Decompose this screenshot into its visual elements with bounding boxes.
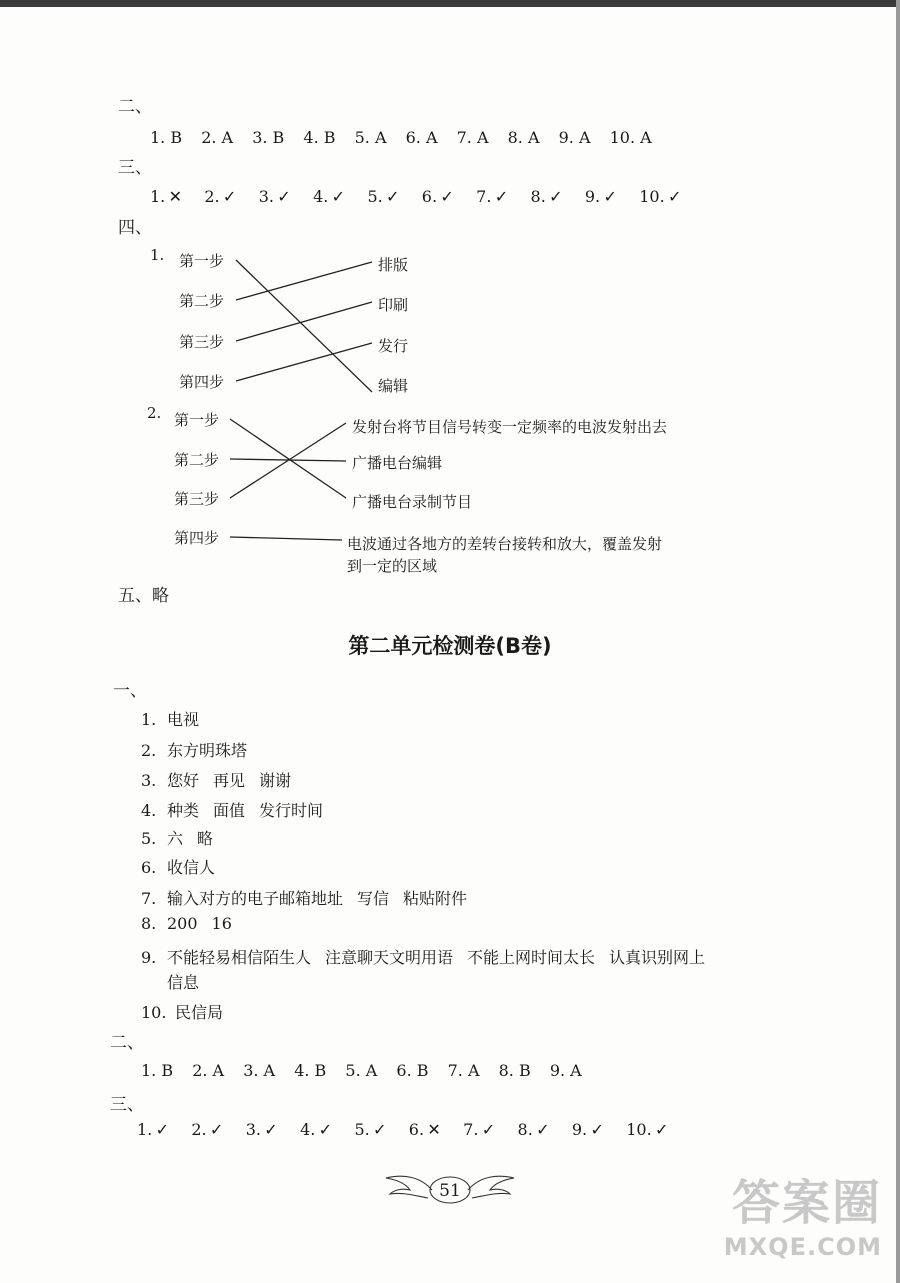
q1-connector-4 [236, 343, 372, 381]
item-number: 10. [639, 187, 665, 206]
answer: 9. A [549, 1061, 582, 1080]
cross-mark-icon: ✕ [427, 1120, 441, 1139]
watermark-logo [724, 1164, 882, 1261]
unit-test-title: 第二单元检测卷(B卷) [348, 634, 552, 658]
list-item-continuation: 信息 [167, 973, 200, 992]
list-item: 6. 收信人 [141, 858, 216, 877]
q2-left-step-3: 第三步 [174, 490, 220, 508]
q1-right-item-2: 印刷 [378, 296, 409, 314]
section-2-heading: 二、 [118, 97, 152, 117]
item-number: 10. [626, 1120, 652, 1139]
q2-right-item-4: 电波通过各地方的差转台接转和放大，覆盖发射 [347, 535, 663, 553]
q1-right-item-3: 发行 [378, 337, 409, 355]
q1-left-step-4: 第四步 [179, 373, 225, 391]
check-mark-icon: ✓ [481, 1120, 496, 1139]
check-mark-icon: ✓ [667, 187, 682, 206]
list-item: 8. 200 16 [141, 914, 232, 933]
list-item: 10. 民信局 [141, 1003, 224, 1022]
b-section-1-heading: 一、 [113, 681, 147, 701]
item-number: 5. [354, 1120, 370, 1139]
check-mark-icon: ✓ [277, 187, 291, 206]
item-number: 2. [204, 187, 220, 206]
q1-connector-3 [236, 302, 372, 341]
item-number: 9. [584, 187, 601, 206]
check-mark-icon: ✓ [222, 187, 237, 206]
q1-left-step-1: 第一步 [179, 252, 225, 270]
list-item: 7. 输入对方的电子邮箱地址 写信 粘贴附件 [141, 889, 468, 908]
watermark-domain: MXQE.COM [723, 1233, 882, 1261]
list-item: 9. 不能轻易相信陌生人 注意聊天文明用语 不能上网时间太长 认真识别网上 [141, 948, 706, 967]
list-item: 5. 六 略 [141, 829, 214, 848]
check-mark-icon: ✓ [549, 187, 563, 206]
b-section-3-heading: 三、 [110, 1095, 144, 1115]
item-number: 2. [191, 1120, 207, 1139]
check-mark-icon: ✓ [440, 187, 454, 206]
check-mark-icon: ✓ [654, 1120, 669, 1139]
b-section-2-heading: 二、 [110, 1033, 144, 1053]
section-4-heading: 四、 [118, 218, 152, 238]
list-item: 3. 您好 再见 谢谢 [141, 771, 292, 790]
q1-number: 1. [150, 246, 165, 264]
list-item: 2. 东方明珠塔 [141, 741, 248, 760]
q2-right-item-4-cont: 到一定的区域 [347, 557, 438, 575]
cross-mark-icon: ✕ [168, 187, 182, 206]
q2-left-step-1: 第一步 [174, 411, 220, 429]
check-mark-icon: ✓ [264, 1120, 278, 1139]
check-mark-icon: ✓ [494, 187, 509, 206]
b-section-3-answers [137, 1120, 686, 1139]
q1-left-step-3: 第三步 [179, 333, 225, 351]
check-mark-icon: ✓ [373, 1120, 387, 1139]
q2-left-step-2: 第二步 [174, 451, 220, 469]
answer: 6. A [405, 128, 438, 147]
item-number: 9. [571, 1120, 588, 1139]
answer: 8. A [507, 128, 540, 147]
answer: 1. B [150, 128, 183, 147]
wings-icon [380, 1168, 520, 1208]
check-mark-icon: ✓ [331, 187, 346, 206]
q2-right-item-2: 广播电台编辑 [352, 454, 443, 472]
item-number: 3. [258, 187, 274, 206]
answer: 4. B [294, 1061, 327, 1080]
answer: 4. B [303, 128, 336, 147]
q2-number: 2. [147, 404, 162, 422]
q2-right-item-1: 发射台将节目信号转变一定频率的电波发射出去 [352, 418, 668, 436]
list-item: 1. 电视 [141, 710, 200, 729]
check-mark-icon: ✓ [603, 187, 617, 206]
answer: 10. A [609, 128, 652, 147]
check-mark-icon: ✓ [536, 1120, 550, 1139]
answer: 7. A [456, 128, 489, 147]
answer: 3. A [243, 1061, 276, 1080]
watermark-title: 答案圈 [731, 1175, 882, 1231]
q1-connector-1 [236, 260, 372, 392]
answer: 5. A [345, 1061, 378, 1080]
answer: 2. A [201, 128, 234, 147]
section-5-heading: 五、略 [118, 586, 169, 606]
answer: 1. B [141, 1061, 174, 1080]
b-section-2-answers [141, 1061, 596, 1080]
item-number: 6. [421, 187, 438, 206]
list-item: 4. 种类 面值 发行时间 [141, 801, 324, 820]
item-number: 4. [313, 187, 329, 206]
q2-connector-4 [230, 537, 342, 540]
item-number: 7. [476, 187, 492, 206]
item-number: 1. [137, 1120, 153, 1139]
item-number: 4. [300, 1120, 316, 1139]
answer: 7. A [447, 1061, 480, 1080]
answer: 2. A [192, 1061, 225, 1080]
item-number: 5. [367, 187, 383, 206]
q2-right-item-3: 广播电台录制节目 [352, 493, 473, 511]
answer: 8. B [498, 1061, 531, 1080]
item-number: 7. [463, 1120, 479, 1139]
answer: 9. A [558, 128, 591, 147]
check-mark-icon: ✓ [209, 1120, 224, 1139]
answer: 3. B [252, 128, 285, 147]
q1-connector-2 [236, 262, 372, 300]
q1-left-step-2: 第二步 [179, 292, 225, 310]
check-mark-icon: ✓ [318, 1120, 333, 1139]
check-mark-icon: ✓ [590, 1120, 604, 1139]
answer: 6. B [396, 1061, 429, 1080]
item-number: 6. [408, 1120, 425, 1139]
check-mark-icon: ✓ [386, 187, 400, 206]
item-number: 3. [245, 1120, 261, 1139]
answer: 5. A [354, 128, 387, 147]
item-number: 8. [530, 187, 546, 206]
section-3-heading: 三、 [118, 158, 152, 178]
q1-right-item-1: 排版 [378, 256, 409, 274]
check-mark-icon: ✓ [155, 1120, 169, 1139]
q2-left-step-4: 第四步 [174, 529, 220, 547]
page-number: 51 [439, 1181, 461, 1201]
item-number: 1. [150, 187, 166, 206]
item-number: 8. [517, 1120, 533, 1139]
q1-right-item-4: 编辑 [378, 377, 409, 395]
